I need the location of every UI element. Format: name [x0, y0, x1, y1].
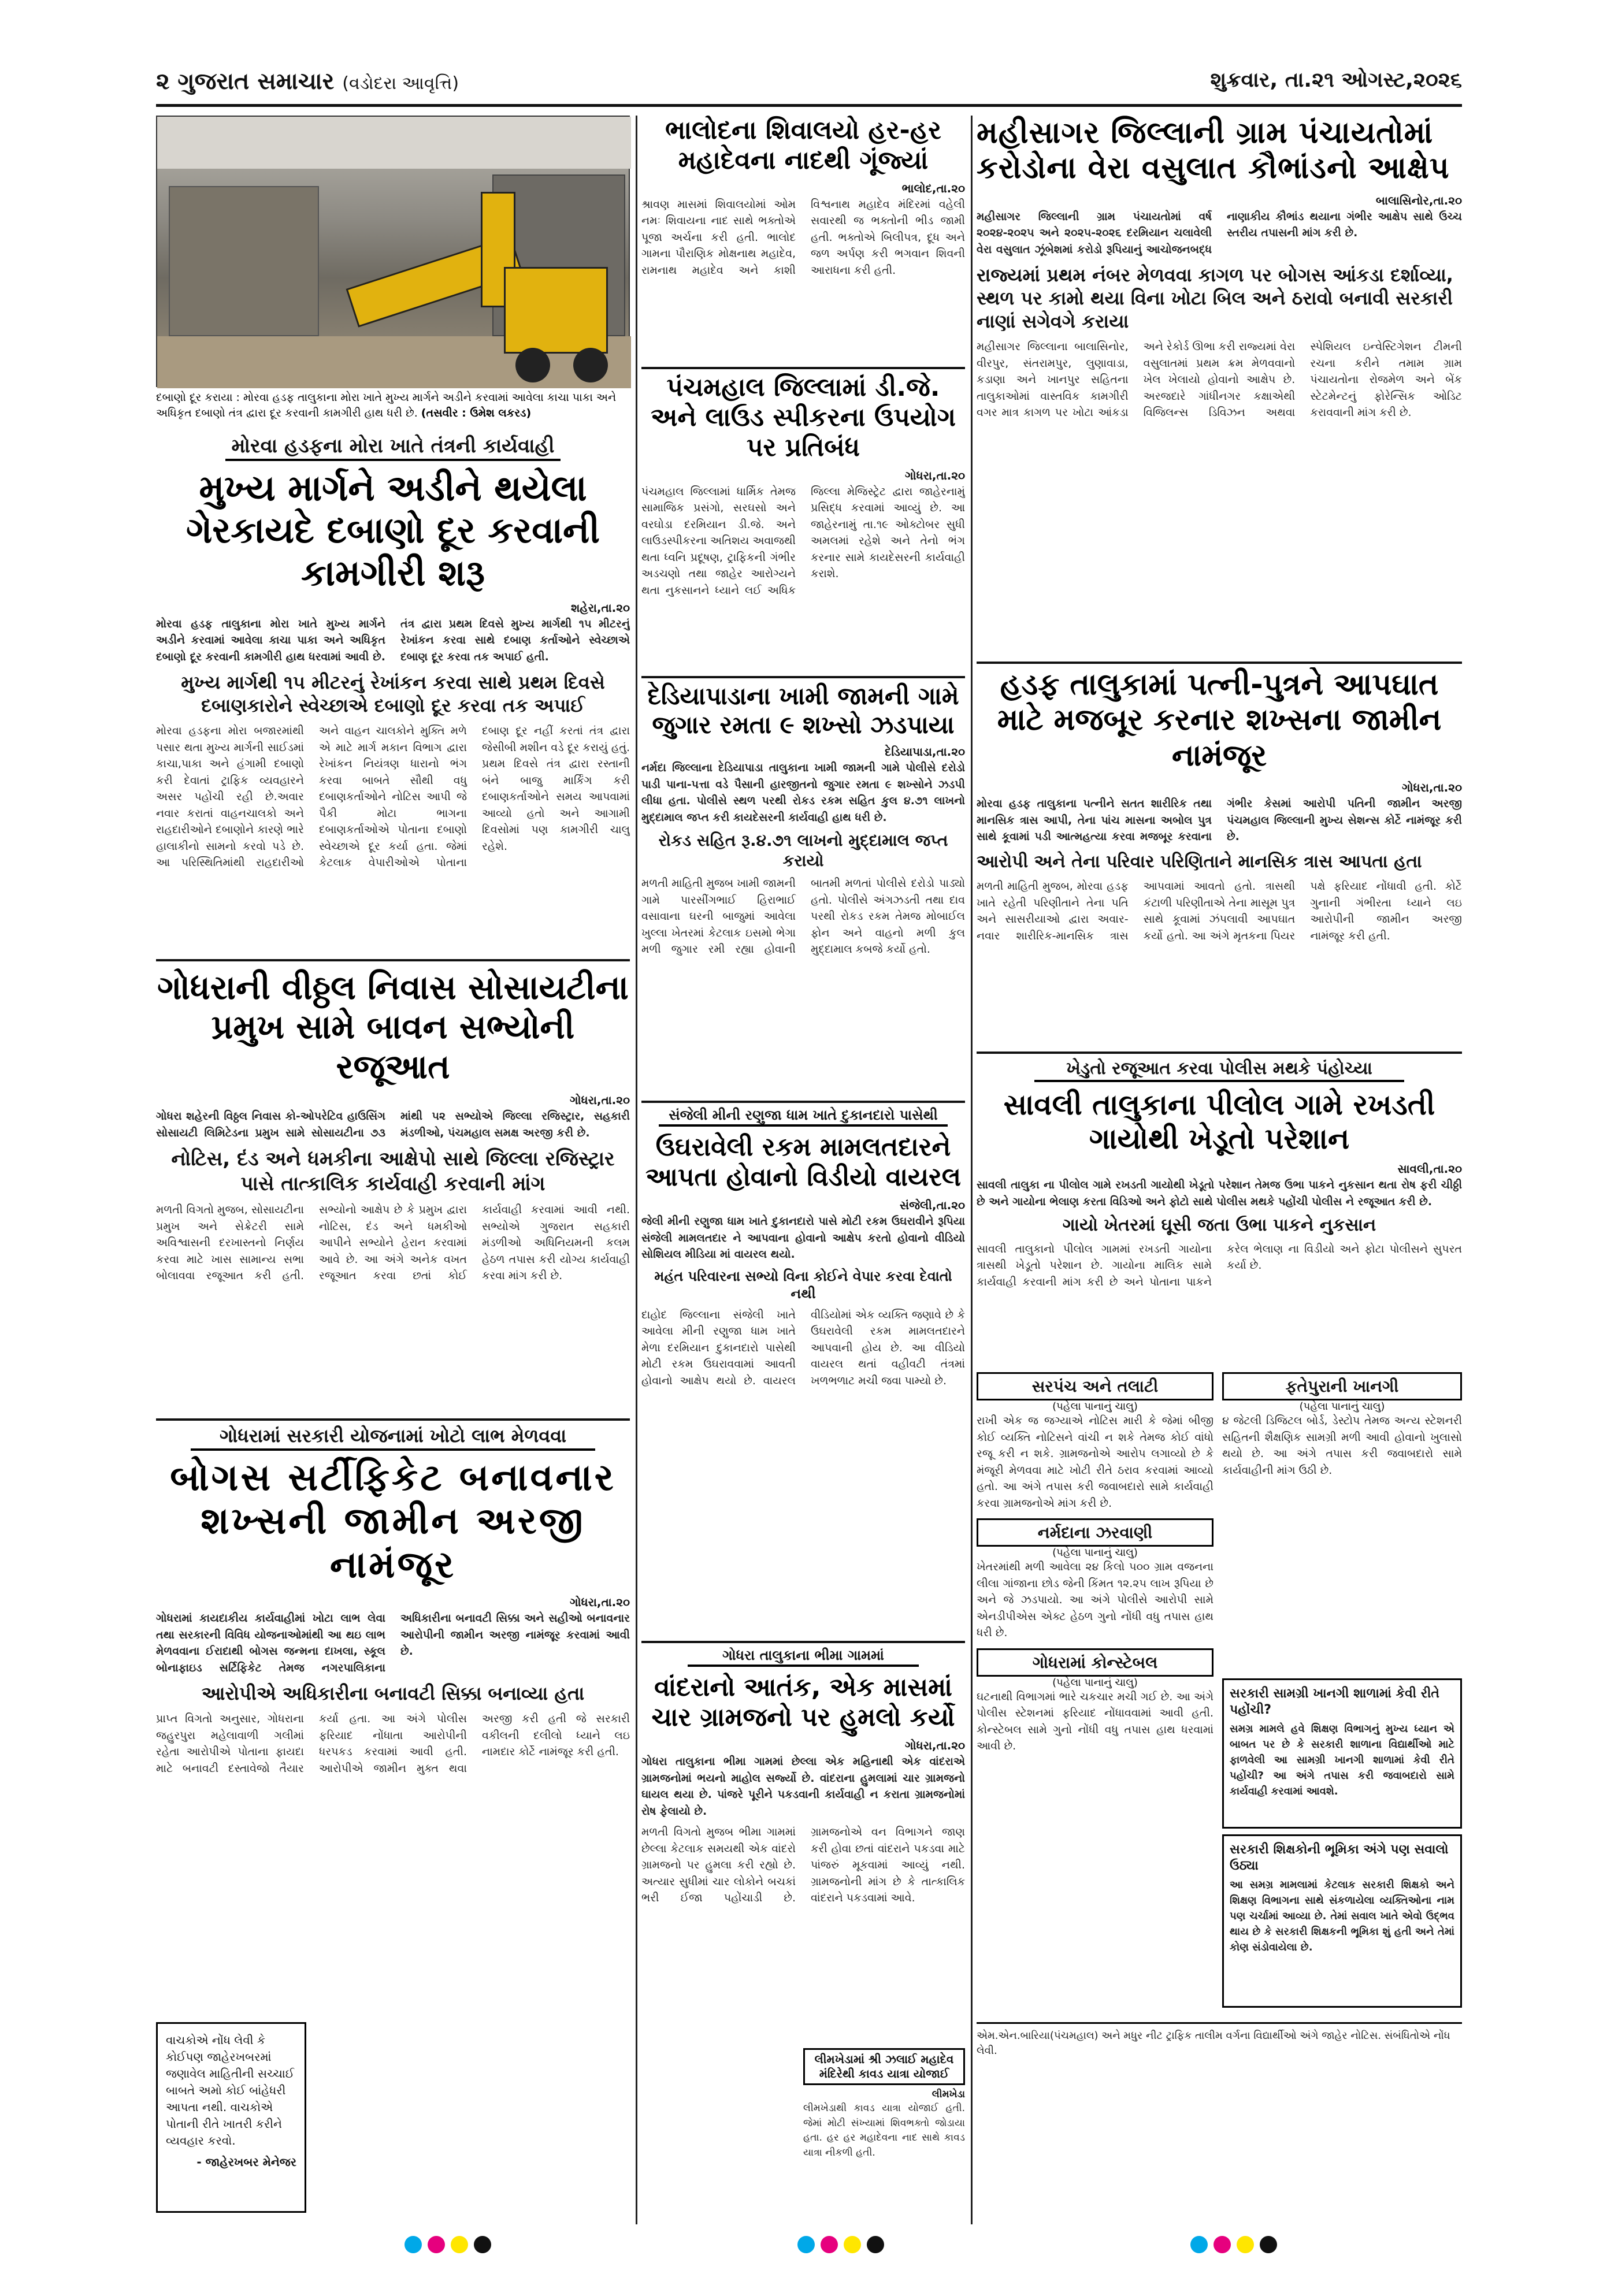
story11-headline: હડફ તાલુકામાં પત્ની-પુત્રને આપઘાત માટે મજબૂર કરનાર શખ્સના જામીન નામંજૂર	[997, 667, 1442, 773]
story11-subhead: આરોપી અને તેના પરિવાર પરિણિતાને માનસિક ત્રાસ આપતા હતા	[977, 851, 1422, 872]
story10-lead: મહીસાગર જિલ્લાની ગ્રામ પંચાયતોમાં વર્ષ ૨૦૨૪-૨૦૨૫ અને ૨૦૨૫-૨૦૨૬ દરમિયાન ચલાવેલી વેરા વસુલાત ઝૂંબેશમાં કરોડો રૂપિયાનું આચોજનબદ્ધ નાણાકીય કૌભાંડ થયાના ગંભીર આક્ષેપ સાથે ઉચ્ચ સ્તરીય તપાસની માંગ કરી છે.	[977, 210, 1462, 256]
story2-headline: ગોધરાની વીઠ્ઠલ નિવાસ સોસાયટીના પ્રમુખ સામે બાવન સભ્યોની રજૂઆત	[157, 968, 629, 1086]
story16-continued: (પહેલા પાનાનું ચાલુ)	[1299, 1400, 1385, 1413]
story12-kicker: ખેડુતો રજૂઆત કરવા પોલીસ મથકે પંહોચ્યા	[1034, 1057, 1404, 1082]
story9-kicker: લીમખેડામાં શ્રી ઝલાઈ મહાદેવ મંદિરેથી કાવડ યાત્રા યોજાઈ	[803, 2048, 965, 2085]
registration-yellow-dot	[451, 2236, 468, 2253]
story8-body: મળતી વિગતો મુજબ ભીમા ગામમાં છેલ્લા કેટલાક સમયથી એક વાંદરો ગ્રામજનો પર હુમલા કરી રહ્યો છે. અત્યાર સુધીમાં ચાર લોકોને બચકાં ભરી ઈજા પહોંચાડી છે. ગ્રામજનોએ વન વિભાગને જાણ કરી હોવા છતાં વાંદરાને પકડવા માટે પાંજરું મૂકવામાં આવ્યું નથી. ગ્રામજનોની માંગ છે કે તાત્કાલિક વાંદરાને પકડવામાં આવે.	[641, 1826, 965, 1904]
story12-dateline: સાવલી,તા.૨૦	[1397, 1162, 1462, 1176]
registration-magenta-dot	[1214, 2236, 1231, 2253]
registration-cyan-dot	[797, 2236, 815, 2253]
story1-dateline: શહેરા,તા.૨૦	[570, 600, 630, 615]
story3-lead: ગોધરામાં કાયદાકીય કાર્યવાહીમાં ખોટા લાભ લેવા તથા સરકારની વિવિધ યોજનાઓમાંથી આ થઇ લાભ મેળવવાના ઈરાદાથી બોગસ જન્મના દાખલા, સ્કૂલ બોનાફાઇડ સર્ટિફિકેટ તેમજ નગરપાલિકાના અધિકારીના બનાવટી સિક્કા અને સહીઓ બનાવનાર આરોપીની જામીન અરજી નામંજૂર કરવામાં આવી છે.	[156, 1612, 630, 1674]
story12-lead: સાવલી તાલુકા ના પીલોલ ગામે રખડતી ગાયોથી ખેડૂતો પરેશાન તેમજ ઉભા પાકને નુકસાન થતા રોષ ફરી ચીઠ્ઠી છે અને ગાયોના ભેલાણ કરતા વિડિઓ અને ફોટો સાથે પોલીસ મથકે પહોંચી પોલીસ ને રજૂઆત કરી છે.	[977, 1179, 1462, 1208]
story5-dateline: ગોધરા,તા.૨૦	[905, 468, 965, 482]
story4-body: શ્રાવણ માસમાં શિવાલયોમાં ઓમ નમઃ શિવાયના નાદ સાથે ભક્તોએ પૂજા અર્ચના કરી હતી. ભાલોદ ગામના પૌરાણિક મોક્ષનાથ મહાદેવ, રામનાથ મહાદેવ અને કાશી વિશ્વનાથ મહાદેવ મંદિરમાં વહેલી સવારથી જ ભક્તોની ભીડ જામી હતી. ભક્તોએ બિલીપત્ર, દૂધ અને જળ અર્પણ કરી ભગવાન શિવની આરાધના કરી હતી.	[641, 198, 965, 277]
story12-subhead: ગાયો ખેતરમાં ઘૂસી જતા ઉભા પાકને નુકસાન	[1062, 1215, 1376, 1235]
registration-magenta-dot	[821, 2236, 838, 2253]
story10-headline: મહીસાગર જિલ્લાની ગ્રામ પંચાયતોમાં કરોડોના વેરા વસુલાત કૌભાંડનો આક્ષેપ	[977, 116, 1450, 186]
story7-lead: જેલી મીની રણુજા ધામ ખાતે દુકાનદારો પાસે મોટી રકમ ઉઘરાવીને રૂપિયા સંજેલી મામલતદાર ને આપવાના હોવાનો આક્ષેપ કરતો હોવાનો વીડિયો સોશિયલ મીડિયા માં વાયરલ થયો.	[641, 1215, 965, 1261]
story12-body: સાવલી તાલુકાનો પીલોલ ગામમાં રખડતી ગાયોના ત્રાસથી ખેડૂતો પરેશાન છે. ગાયોના માલિક સામે કાર્યવાહી કરવાની માંગ કરી છે અને પોતાના પાકને કરેલ ભેલાણ ના વિડીયો અને ફોટા પોલીસને સુપરત કર્યા છે.	[977, 1242, 1462, 1288]
sidebar-box-teachers	[1222, 1834, 1462, 2008]
story-viral-video	[641, 1106, 965, 1638]
story7-dateline: સંજેલી,તા.૨૦	[899, 1198, 965, 1212]
notice-text: વાચકોએ નોંધ લેવી કે કોઈપણ જાહેરખબરમાં જણાવેલ માહિતીની સચ્ચાઈ બાબતે અમો કોઈ બાંહેધરી આપતા નથી. વાચકોએ પોતાની રીતે ખાતરી કરીને વ્યવહાર કરવો.	[166, 2033, 295, 2148]
story-society	[156, 968, 630, 1413]
story-dj-ban	[641, 373, 965, 673]
story1-lead: મોરવા હડફ તાલુકાના મોરા ખાતે મુખ્ય માર્ગને અડીને કરવામાં આવેલા કાચા પાકા અને અધિકૃત દબાણો દૂર કરવાની કામગીરી હાથ ધરવામાં આવી છે. તંત્ર દ્વારા પ્રથમ દિવસે મુખ્ય માર્ગથી ૧૫ મીટરનું રેખાંકન કરવા સાથે દબાણ કર્તાઓને સ્વેચ્છાએ દબાણ દૂર કરવા તક અપાઈ હતી.	[156, 617, 630, 663]
story11-lead: મોરવા હડફ તાલુકાના પત્નીને સતત શારીરિક તથા માનસિક ત્રાસ આપી, તેના પાંચ માસના અબોલ પુત્ર સાથે કૂવામાં પડી આત્મહત્યા કરવા મજબૂર કરવાના ગંભીર કેસમાં આરોપી પતિની જામીન અરજી પંચમહાલ જિલ્લાની મુખ્ય સેશન્સ કોર્ટે નામંજૂર કરી છે.	[977, 797, 1462, 844]
divider	[641, 1641, 965, 1643]
story6-headline: દેડિયાપાડાના ખામી જામની ગામે જુગાર રમતા ૯ શખ્સો ઝડપાયા	[647, 682, 959, 739]
story14-body: ખેતરમાંથી મળી આવેલા ૨૪ કિલો ૫૦૦ ગ્રામ વજનના લીલા ગાંજાના છોડ જેની કિંમત ૧૨.૨૫ લાખ રૂપિયા છે અને જે ઝડપાયો. આ અંગે પોલીસે આરોપી સામે એનડીપીએસ એક્ટ હેઠળ ગુનો નોંધી વધુ તપાસ હાથ ધરી છે.	[977, 1561, 1214, 1639]
registration-black-dot	[474, 2236, 491, 2253]
story8-dateline: ગોધરા,તા.૨૦	[905, 1738, 965, 1752]
story9-dateline: લીમખેડા	[932, 2089, 965, 2100]
story10-body: મહીસાગર જિલ્લાના બાલાસિનોર, વીરપુર, સંતરામપુર, લુણાવાડા, કડાણા અને ખાનપુર સહિતના તાલુકાઓમાં વાસ્તવિક કામગીરી વગર માત્ર કાગળ પર ખોટા આંકડા અને રેકોર્ડ ઊભા કરી રાજ્યમાં વેરા વસુલાતમાં પ્રથમ ક્રમ મેળવવાનો ખેલ ખેલાયો હોવાનો આક્ષેપ છે. અરજદારે ગાંધીનગર કક્ષાએથી વિજિલન્સ ડિવિઝન અથવા સ્પેશિયલ ઇન્વેસ્ટિગેશન ટીમની રચના કરીને તમામ ગ્રામ પંચાયતોના રોજમેળ અને બેંક સ્ટેટમેન્ટનું ફોરેન્સિક ઓડિટ કરાવવાની માંગ કરી છે.	[977, 340, 1462, 419]
news-photo	[156, 116, 630, 387]
story13-kicker: સરપંચ અને તલાટી	[977, 1372, 1214, 1400]
edition-label: (વડોદરા આવૃત્તિ)	[342, 73, 459, 94]
story2-dateline: ગોધરા,તા.૨૦	[570, 1093, 630, 1108]
story1-kicker: મોરવા હડફના મોરા ખાતે તંત્રની કાર્યવાહી	[225, 433, 561, 461]
box2-title: સરકારી શિક્ષકોની ભૂમિકા અંગે પણ સવાલો ઉઠ્યા	[1230, 1842, 1449, 1873]
story3-dateline: ગોધરા,તા.૨૦	[570, 1595, 630, 1610]
story12-headline: સાવલી તાલુકાના પીલોલ ગામે રખડતી ગાયોથી ખેડૂતો પરેશાન	[1003, 1088, 1435, 1156]
story-stray-cows	[977, 1057, 1462, 1369]
story8-headline: વાંદરાનો આતંક, એક માસમાં ચાર ગ્રામજનો પર હુમલો કર્યો	[651, 1673, 955, 1733]
story8-lead: ગોધરા તાલુકાના ભીમા ગામમાં છેલ્લા એક મહિનાથી એક વાંદરાએ ગ્રામજનોમાં ભયનો માહોલ સર્જ્યો છે. વાંદરાના હુમલામાં ચાર ગ્રામજનો ઘાયલ થયા છે. પાંજરે પૂરીને પકડવાની કાર્યવાહી ન કરાતા ગ્રામજનોમાં રોષ ફેલાયો છે.	[641, 1755, 965, 1818]
registration-black-dot	[1260, 2236, 1277, 2253]
story6-body: મળતી માહિતી મુજબ ખામી જામની ગામે પારસીંગભાઈ હિરાભાઈ વસાવાના ઘરની બાજુમાં આવેલા ખુલ્લા ખેતરમાં કેટલાક ઇસમો ભેગા મળી જુગાર રમી રહ્યા હોવાની બાતમી મળતાં પોલીસે દરોડો પાડ્યો હતો. પોલીસે અંગઝડતી તથા દાવ પરથી રોકડ રકમ તેમજ મોબાઈલ ફોન અને વાહનો મળી કુલ મુદ્દામાલ કબજે કર્યો હતો.	[641, 877, 965, 956]
story3-headline: બોગસ સર્ટીફિકેટ બનાવનાર શખ્સની જામીન અરજી નામંજૂર	[170, 1456, 616, 1587]
photo-caption	[156, 390, 630, 430]
registration-yellow-dot	[1237, 2236, 1254, 2253]
photo-credit: (તસવીર : ઉમેશ લકરડ)	[421, 406, 532, 419]
story11-dateline: ગોધરા,તા.૨૦	[1402, 781, 1462, 795]
story16-kicker: ફતેપુરાની ખાનગી	[1222, 1372, 1462, 1400]
sidebar-box-material	[1222, 1678, 1462, 1829]
story10-subhead: રાજ્યમાં પ્રથમ નંબર મેળવવા કાગળ પર બોગસ આંકડા દર્શાવ્યા, સ્થળ પર કામો થયા વિના ખોટા બિલ અને ઠરાવો બનાવી સરકારી નાણાં સગેવગે કરાયા	[977, 264, 1453, 333]
story7-kicker: સંજેલી મીની રણુજા ધામ ખાતે દુકાનદારો પાસેથી	[659, 1106, 948, 1127]
story1-body: મોરવા હડફના મોરા બજારમાંથી પસાર થતા મુખ્ય માર્ગની સાઈડમાં કાચા,પાકા અને હંગામી દબાણો કરી દેવાતાં ટ્રાફિક વ્યવહારને અસર પહોંચી રહી છે.અવાર નવાર કરાતાં વાહનચાલકો અને રાહદારીઓને દબાણોને કારણે ભારે હાલાકીનો સામનો કરવો પડે છે. આ પરિસ્થિતિમાંથી રાહદારીઓ અને વાહન ચાલકોને મુક્તિ મળે એ માટે માર્ગ મકાન વિભાગ દ્વારા રેખાંકન નિયંત્રણ ધારાનો ભંગ કરવા બાબતે સૌથી વધુ દબાણકર્તાઓને નોટિસ આપી જે પૈકી મોટા ભાગના દબાણકર્તાઓએ પોતાના દબાણો સ્વેચ્છાએ દૂર કર્યા હતા. જેમાં કેટલાક વેપારીઓએ પોતાના દબાણ દૂર નહીં કરતાં તંત્ર દ્વારા જેસીબી મશીન વડે દૂર કરાયું હતું. પ્રથમ દિવસે તંત્ર દ્વારા રસ્તાની બંને બાજુ માર્કિંગ કરી દબાણકર્તાઓને સમય આપવામાં આવ્યો હતો અને આગામી દિવસોમાં પણ કામગીરી ચાલુ રહેશે.	[156, 725, 630, 870]
registration-black-dot	[867, 2236, 884, 2253]
story7-headline: ઉઘરાવેલી રકમ મામલતદારને આપતા હોવાનો વિડીયો વાયરલ	[645, 1132, 962, 1192]
story7-body: દાહોદ જિલ્લાના સંજેલી ખાતે આવેલા મીની રણુજા ધામ ખાતે મેળા દરમિયાન દુકાનદારો પાસેથી મોટી રકમ ઉઘરાવવામાં આવતી હોવાનો આક્ષેપ થયો છે. વાયરલ વીડિયોમાં એક વ્યક્તિ જણાવે છે કે ઉઘરાવેલી રકમ મામલતદારને આપવાની હોય છે. આ વીડિયો વાયરલ થતાં વહીવટી તંત્રમાં ખળભળાટ મચી જવા પામ્યો છે.	[641, 1308, 965, 1387]
story-bail-rejected	[977, 667, 1462, 1049]
story15-kicker: ગોધરામાં કોન્સ્ટેબલ	[977, 1648, 1214, 1677]
story13-continued: (પહેલા પાનાનું ચાલુ)	[1052, 1400, 1138, 1413]
story2-lead: ગોધરા શહેરની વિઠ્ઠલ નિવાસ કો-ઓપરેટિવ હાઉસિંગ સોસાયટી લિમિટેડના પ્રમુખ સામે સોસાયટીના ૭૩ માંથી ૫૨ સભ્યોએ જિલ્લા રજિસ્ટ્રાર, સહકારી મંડળીઓ, પંચમહાલ સમક્ષ અરજી કરી છે.	[156, 1110, 630, 1139]
story-fatepura	[1222, 1372, 1462, 1673]
story-gambling	[641, 682, 965, 1098]
story15-body: ઘટનાથી વિભાગમાં ભારે ચકચાર મચી ગઈ છે. આ અંગે પોલીસ સ્ટેશનમાં ફરિયાદ નોંધાવવામાં આવી હતી. કોન્સ્ટેબલ સામે ગુનો નોંધી વધુ તપાસ હાથ ધરવામાં આવી છે.	[977, 1690, 1214, 1752]
story8-kicker: ગોધરા તાલુકાના ભીમા ગામમાં	[688, 1647, 919, 1667]
story-tax-scam	[977, 116, 1462, 659]
registration-yellow-dot	[844, 2236, 861, 2253]
column-rule	[636, 116, 637, 2224]
story14-kicker: નર્મદાના ઝરવાણી	[977, 1518, 1214, 1547]
divider	[977, 1052, 1462, 1054]
page-label: ૨ ગુજરાત સમાચાર	[156, 68, 335, 95]
story11-body: મળતી માહિતી મુજબ, મોરવા હડફ ખાતે રહેતી પરિણીતાને તેના પતિ અને સાસરીયાઓ દ્વારા અવાર-નવાર શારીરિક-માનસિક ત્રાસ આપવામાં આવતો હતો. ત્રાસથી કંટાળી પરિણીતાએ તેના માસૂમ પુત્ર સાથે કૂવામાં ઝંપલાવી આપઘાત કર્યો હતો. આ અંગે મૃતકના પિયર પક્ષે ફરિયાદ નોંધાવી હતી. કોર્ટે ગુનાની ગંભીરતા ધ્યાને લઇ આરોપીની જામીન અરજી નામંજૂર કરી હતી.	[977, 880, 1462, 942]
registration-magenta-dot	[428, 2236, 445, 2253]
registration-cyan-dot	[404, 2236, 422, 2253]
story14-continued: (પહેલા પાનાનું ચાલુ)	[1052, 1547, 1138, 1559]
issue-date: શુક્રવાર, તા.૨૧ ઓગસ્ટ,૨૦૨૬	[1210, 68, 1462, 92]
caption-text: દબાણો દૂર કરાયા : મોરવા હડફ તાલુકાના મોરા ખાતે મુખ્ય માર્ગને અડીને કરવામાં આવેલા કાચા પાકા અને અધિકૃત દબાણો તંત્ર દ્વારા દૂર કરવાની કામગીરી હાથ ધરી છે.	[156, 391, 617, 419]
advert-notice-box	[156, 2022, 306, 2213]
story3-subhead: આરોપીએ અધિકારીના બનાવટી સિક્કા બનાવ્યા હતા	[201, 1682, 585, 1705]
story10-dateline: બાલાસિનોર,તા.૨૦	[1375, 193, 1462, 207]
masthead-left	[156, 68, 459, 95]
story3-body: પ્રાપ્ત વિગતો અનુસાર, ગોધરાના જહુરપુરા મહેલાવાળી ગલીમાં રહેતા આરોપીએ પોતાના ફાયદા માટે બનાવટી દસ્તાવેજો તૈયાર કર્યા હતા. આ અંગે પોલીસ ફરિયાદ નોંધાતા આરોપીની ધરપકડ કરવામાં આવી હતી. આરોપીએ જામીન મુક્ત થવા અરજી કરી હતી જે સરકારી વકીલની દલીલો ધ્યાને લઇ નામદાર કોર્ટે નામંજૂર કરી હતી.	[156, 1712, 630, 1775]
column-rule	[971, 116, 973, 2224]
continued-stories	[977, 1372, 1214, 2008]
story-monkey	[641, 1647, 965, 2045]
footer-notice-text: એમ.એન.બારિયા(પંચમહાલ) અને મધુર નીટ ટ્રાફિક તાલીમ વર્ગના વિદ્યાર્થીઓ અંગે જાહેર નોટિસ. સંબંધિતોએ નોંધ લેવી.	[977, 2030, 1450, 2057]
story2-body: મળતી વિગતો મુજબ, સોસાયટીના પ્રમુખ અને સેક્રેટરી સામે અવિશ્વાસની દરખાસ્તનો નિર્ણય કરવા માટે ખાસ સામાન્ય સભા બોલાવવા રજૂઆત કરી હતી. સભ્યોનો આક્ષેપ છે કે પ્રમુખ દ્વારા નોટિસ, દંડ અને ધમકીઓ આપીને સભ્યોને હેરાન કરવામાં આવે છે. આ અંગે અનેક વખત રજૂઆત કરવા છતાં કોઈ કાર્યવાહી કરવામાં આવી નથી. સભ્યોએ ગુજરાત સહકારી મંડળીઓ અધિનિયમની કલમ હેઠળ તપાસ કરી યોગ્ય કાર્યવાહી કરવા માંગ કરી છે.	[156, 1203, 630, 1283]
story6-lead: નર્મદા જિલ્લાના દેડિયાપાડા તાલુકાના ખામી જામની ગામે પોલીસે દરોડો પાડી પાના-પત્તા વડે પૈસાની હારજીતનો જુગાર રમતા ૯ શખ્સોને ઝડપી લીધા હતા. પોલીસે સ્થળ પરથી રોકડ રકમ સહિત કુલ ૪.૭૧ લાખનો મુદ્દામાલ જપ્ત કરી કાયદેસરની કાર્યવાહી હાથ ધરી છે.	[641, 761, 965, 824]
story7-subhead: મહંત પરિવારના સભ્યો વિના કોઈને વેપાર કરવા દેવાતો નથી	[654, 1268, 952, 1302]
story4-dateline: ભાલોદ,તા.૨૦	[901, 181, 965, 195]
story15-continued: (પહેલા પાનાનું ચાલુ)	[1052, 1676, 1138, 1689]
story4-headline: ભાલોદના શિવાલયો હર-હર મહાદેવના નાદથી ગૂંજ્યાં	[665, 116, 941, 175]
story-kavad-yatra	[803, 2048, 965, 2221]
story3-kicker: ગોધરામાં સરકારી યોજનામાં ખોટો લાભ મેળવવા	[191, 1424, 595, 1451]
story-bogus-certificate	[156, 1424, 630, 2008]
story1-headline: મુખ્ય માર્ગને અડીને થયેલા ગેરકાયદે દબાણો દૂર કરવાની કામગીરી શરૂ	[186, 467, 600, 594]
story-encroachment	[156, 433, 630, 956]
story6-dateline: દેડિયાપાડા,તા.૨૦	[885, 745, 965, 759]
registration-cyan-dot	[1190, 2236, 1208, 2253]
story16-body: ૪ જેટલી ડિજિટલ બોર્ડ, ડેસ્ટોપ તેમજ અન્ય સ્ટેશનરી સહિતની શૈક્ષણિક સામગ્રી મળી આવી હોવાનો ખુલાસો થયો છે. આ અંગે તપાસ કરી જવાબદારો સામે કાર્યવાહીની માંગ ઉઠી છે.	[1222, 1414, 1462, 1477]
notice-sign: - જાહેરખબર મેનેજર	[196, 2155, 296, 2169]
box1-body: સમગ્ર મામલે હવે શિક્ષણ વિભાગનું મુખ્ય ધ્યાન એ બાબત પર છે કે સરકારી શાળાના વિદ્યાર્થીઓ માટે ફાળવેલી આ સામગ્રી ખાનગી શાળામાં કેવી રીતે પહોંચી? આ અંગે તપાસ કરી જવાબદારો સામે કાર્યવાહી કરવામાં આવશે.	[1230, 1723, 1454, 1797]
box1-title: સરકારી સામગ્રી ખાનગી શાળામાં કેવી રીતે પહોંચી?	[1230, 1686, 1439, 1717]
divider	[156, 959, 630, 961]
story-shivalaya	[641, 116, 965, 364]
divider	[641, 1101, 965, 1103]
divider	[156, 1418, 630, 1421]
footer-notice	[977, 2022, 1462, 2161]
masthead-rule	[156, 104, 1462, 107]
divider	[977, 662, 1462, 664]
divider	[641, 367, 965, 369]
story5-headline: પંચમહાલ જિલ્લામાં ડી.જે. અને લાઉડ સ્પીકરના ઉપયોગ પર પ્રતિબંધ	[651, 373, 956, 462]
story13-body: રાખી એક જ જગ્યાએ નોટિસ મારી કે જેમાં બીજી કોઈ વ્યક્તિ નોટિસને વાંચી ન શકે તેમજ કોઈ વાંધો રજૂ કરી ન શકે. ગ્રામજનોએ આરોપ લગાવ્યો છે કે મંજૂરી મેળવવા માટે ખોટી રીતે ઠરાવ કરવામાં આવ્યો હતો. આ અંગે તપાસ કરી જવાબદારો સામે કાર્યવાહી કરવા ગ્રામજનોએ માંગ કરી છે.	[977, 1414, 1214, 1510]
divider	[641, 676, 965, 678]
story1-subhead: મુખ્ય માર્ગથી ૧૫ મીટરનું રેખાંકન કરવા સાથે પ્રથમ દિવસે દબાણકારોને સ્વેચ્છાએ દબાણો દૂર કરવા તક અપાઈ	[181, 671, 605, 717]
story9-body: લીમખેડાથી કાવડ યાત્રા યોજાઈ હતી. જેમાં મોટી સંખ્યામાં શિવભક્તો જોડાયા હતા. હર હર મહાદેવના નાદ સાથે કાવડ યાત્રા નીકળી હતી.	[803, 2102, 965, 2158]
story2-subhead: નોટિસ, દંડ અને ધમકીના આક્ષેપો સાથે જિલ્લા રજિસ્ટ્રાર પાસે તાત્કાલિક કાર્યવાહી કરવાની માંગ	[171, 1147, 615, 1195]
story6-subhead: રોકડ સહિત રૂ.૪.૭૧ લાખનો મુદ્દામાલ જપ્ત કરાયો	[658, 831, 948, 871]
box2-body: આ સમગ્ર મામલામાં કેટલાક સરકારી શિક્ષકો અને શિક્ષણ વિભાગના સાથે સંકળાયેલા વ્યક્તિઓના નામ પણ ચર્ચામાં આવ્યા છે. તેમાં સવાલ ખાતે એવો ઉદ્ભવ થાય છે કે સરકારી શિક્ષકની ભૂમિકા શું હતી અને તેમાં કોણ સંડોવાયેલા છે.	[1230, 1879, 1454, 1953]
story5-body: પંચમહાલ જિલ્લામાં ધાર્મિક તેમજ સામાજિક પ્રસંગો, સરઘસો અને વરઘોડા દરમિયાન ડી.જે. અને લાઉડસ્પીકરના અતિશય અવાજથી થતા ધ્વનિ પ્રદૂષણ, ટ્રાફિકની ગંભીર અડચણો તથા જાહેર આરોગ્યને થતા નુકસાનને ધ્યાને લઈ અધિક જિલ્લા મેજિસ્ટ્રેટ દ્વારા જાહેરનામું પ્રસિદ્ધ કરવામાં આવ્યું છે. આ જાહેરનામું તા.૧૯ ઓક્ટોબર સુધી અમલમાં રહેશે અને તેનો ભંગ કરનાર સામે કાયદેસરની કાર્યવાહી કરાશે.	[641, 485, 965, 597]
